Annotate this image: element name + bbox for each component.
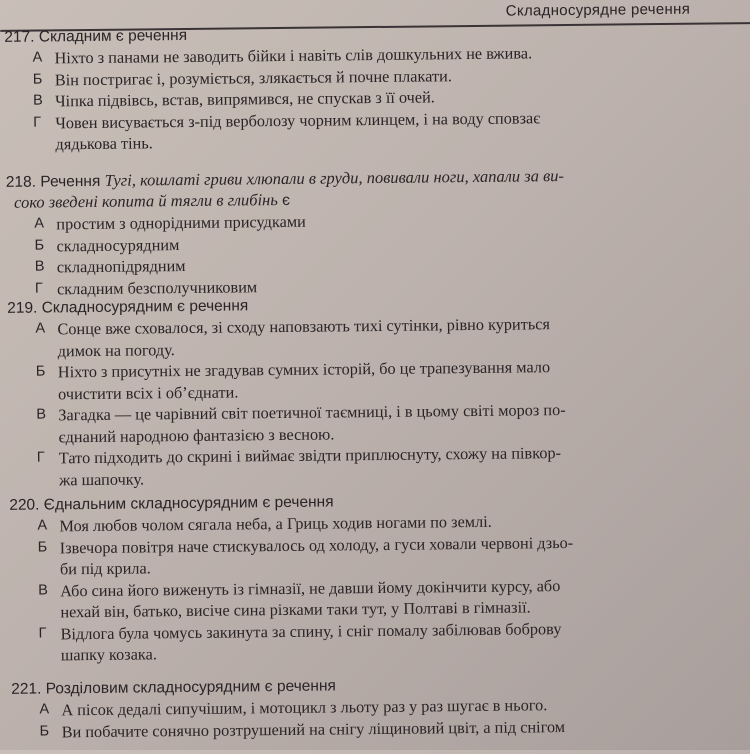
option-letter: А bbox=[32, 49, 43, 66]
question-number: 218. bbox=[5, 173, 37, 191]
option-letter: Г bbox=[34, 279, 43, 297]
option-letter: А bbox=[37, 517, 48, 534]
question-218 bbox=[2, 164, 748, 300]
option-text: А пісок дедалі сипучішим, і мотоцикл з льоту раз у раз шугає в нього. bbox=[61, 695, 548, 720]
option-text: Відлога була чомусь закинута за спину, і сніг помалу забілював боброву bbox=[60, 618, 562, 643]
option-letter: В bbox=[34, 258, 45, 275]
option-letter: Г bbox=[33, 114, 42, 131]
question-quote-cont: соко зведені копита й тягли в глибінь bbox=[13, 190, 278, 212]
option-letter: Б bbox=[34, 236, 45, 254]
option-letter: Г bbox=[36, 449, 45, 466]
question-quote: Тугі, кошлаті гриви хлюпали в груди, повивали ноги, хапали за ви- bbox=[104, 166, 565, 190]
option-text: простим з однорідними присудками bbox=[56, 211, 306, 234]
question-number: 220. bbox=[9, 496, 40, 514]
option-text: Загадка — це чарівний світ поетичної таємниці, і в цьому світі мороз по- bbox=[58, 400, 566, 425]
option-text: Або сина його виженуть із гімназії, не давши йому докінчити курсу, або bbox=[60, 575, 561, 600]
option-text: Він постригає і, розуміється, злякається й почне плакати. bbox=[54, 65, 452, 89]
option-letter: Б bbox=[32, 70, 43, 88]
option-text: Сонце вже сховалося, зі сходу наповзають тихі сутінки, рівно куриться bbox=[57, 314, 551, 339]
option-text: Моя любов чолом сягала неба, а Гриць ходив ногами по землі. bbox=[59, 511, 492, 536]
question-text: Складносурядним є речення bbox=[41, 297, 249, 317]
question-217 bbox=[0, 20, 746, 155]
question-221 bbox=[7, 672, 750, 743]
option-letter: Б bbox=[35, 363, 46, 380]
option-continuation: нехай він, батько, висіче сина різками таки тут, у Полтаві в гімназії. bbox=[60, 597, 531, 622]
option-letter: Б bbox=[37, 538, 48, 556]
option-letter: Б bbox=[39, 722, 50, 740]
option-text: Ніхто з присутніх не згадував сумних історій, бо це трапезування мало bbox=[57, 357, 551, 382]
option-letter: А bbox=[39, 701, 50, 718]
option-letter: В bbox=[38, 581, 48, 599]
option-text: складним безсполучниковим bbox=[56, 276, 258, 298]
option-continuation: димок на погоду. bbox=[57, 339, 175, 360]
question-219 bbox=[3, 291, 750, 491]
question-number: 221. bbox=[11, 680, 42, 698]
question-text: Єднальним складносурядним є речення bbox=[43, 493, 334, 514]
question-number: 217. bbox=[4, 28, 35, 46]
option-continuation: дядькова тінь. bbox=[55, 133, 153, 154]
option-letter: В bbox=[32, 92, 43, 109]
option-text: Тато підходить до скрині і виймає звідти приплюснуту, схожу на півкор- bbox=[58, 443, 562, 468]
question-text: Складним є речення bbox=[38, 26, 188, 46]
option-continuation: єднаний народною фантазією з весною. bbox=[58, 423, 335, 446]
option-letter: Г bbox=[38, 624, 47, 642]
option-letter: В bbox=[36, 406, 47, 423]
option-continuation: очистити всіх і об’єднати. bbox=[58, 381, 239, 403]
option-text: Ніхто з панами не заводить бійки і навіть слів дошкульних не вжива. bbox=[54, 43, 533, 68]
question-text-end: є bbox=[277, 191, 291, 210]
question-number: 219. bbox=[7, 299, 38, 317]
option-letter: А bbox=[35, 320, 46, 337]
option-text: Чіпка підвівсь, встав, випрямився, не спускав з її очей. bbox=[54, 87, 435, 111]
running-title: Складносурядне речення bbox=[505, 0, 691, 20]
option-text: Ви побачите сонячно розтрушений на снігу ліщиновий цвіт, а під снігом bbox=[61, 716, 566, 741]
question-text: Речення bbox=[40, 172, 105, 191]
option-text: Ізвечора повітря наче стискувалось од холоду, а гуси ховали червоні дзьо- bbox=[59, 532, 574, 557]
option-continuation: би під крила. bbox=[59, 558, 151, 579]
option-continuation: шапку козака. bbox=[60, 644, 157, 665]
option-text: Човен висувається з-під верболозу чорним клинцем, і на воду сповзає bbox=[55, 107, 541, 132]
option-letter: А bbox=[34, 215, 45, 232]
question-220 bbox=[5, 488, 750, 666]
option-text: складнопідрядним bbox=[56, 255, 186, 277]
question-text: Розділовим складносурядним є речення bbox=[45, 677, 336, 698]
option-continuation: жа шапочку. bbox=[58, 468, 145, 489]
option-text: складносурядним bbox=[56, 234, 180, 255]
